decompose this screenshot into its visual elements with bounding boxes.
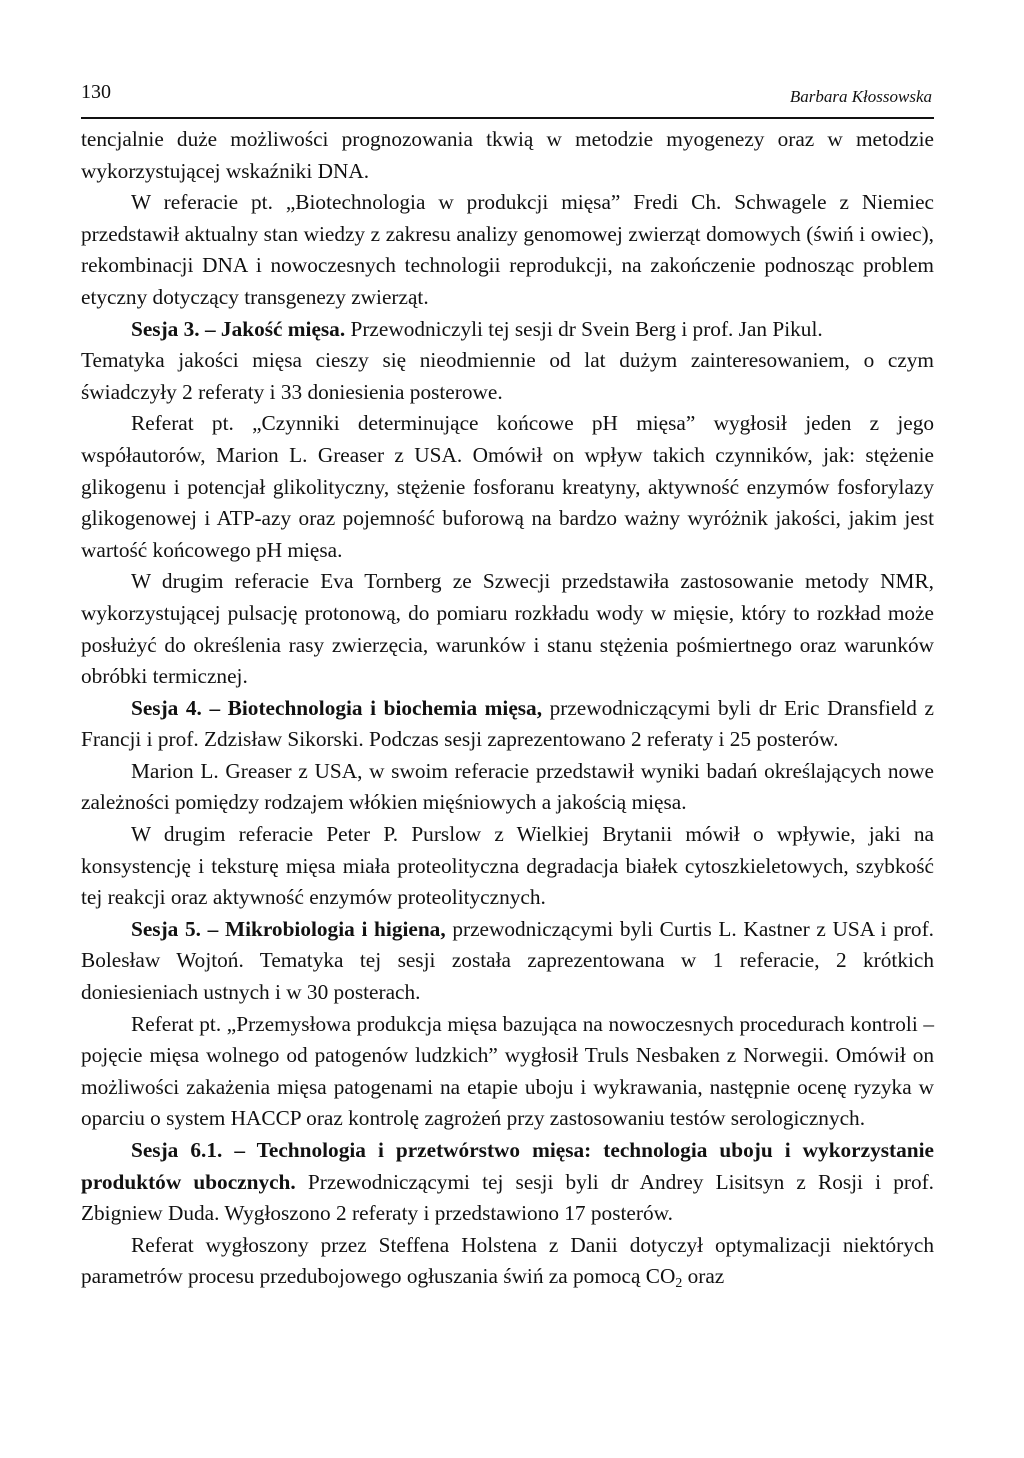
session-text: przewodniczącymi byli dr Eric Dransfield z Francji i prof. Zdzisław Sikorski. Podczas sesji zaprezentowano 2 referaty i 25 posterów. bbox=[81, 695, 934, 752]
running-head-author: Barbara Kłossowska bbox=[789, 87, 932, 106]
session-label: Sesja 3. bbox=[131, 316, 200, 341]
page-number: 130 bbox=[81, 81, 111, 103]
session-label: Sesja 4. bbox=[131, 695, 202, 720]
subscript: 2 bbox=[675, 1275, 683, 1291]
session-text: Przewodniczyli tej sesji dr Svein Berg i prof. Jan Pikul. bbox=[350, 316, 823, 341]
paragraph-text: W referacie pt. „Biotechnologia w produkcji mięsa” Fredi Ch. Schwagele z Niemiec przedstawił aktualny stan wiedzy z zakresu analizy genomowej zwierząt domowych (świń i owiec), rekombinacji DNA i nowoczesnych technologii reprodukcji, na zakończenie podnosząc problem etyczny dotyczący transgenezy zwierząt. bbox=[81, 190, 934, 309]
session-6-1-paragraph bbox=[81, 1135, 934, 1230]
session-text: przewodniczącymi byli Curtis L. Kastner z USA i prof. Bolesław Wojtoń. Tematyka tej sesji została zaprezentowana w 1 referacie, 2 krótkich doniesieniach ustnych i w 30 posterach. bbox=[81, 916, 934, 1005]
session-text: Przewodniczącymi tej sesji byli dr Andrey Lisitsyn z Rosji i prof. Zbigniew Duda. Wygłoszono 2 referaty i przedstawiono 17 posterów. bbox=[81, 1169, 935, 1226]
session-3-paragraph bbox=[81, 314, 934, 346]
session-title: – Jakość mięsa. bbox=[204, 316, 346, 341]
paragraph-text: Referat wygłoszony przez Steffena Holstena z Danii dotyczył optymalizacji niektórych parametrów procesu przedubojowego ogłuszania świń za pomocą CO bbox=[81, 1232, 934, 1289]
paragraph bbox=[81, 1230, 934, 1293]
paragraph: Marion L. Greaser z USA, w swoim referacie przedstawił wyniki badań określających nowe zależności pomiędzy rodzajem włókien mięśniowych a jakością mięsa. bbox=[81, 758, 934, 815]
session-4-paragraph bbox=[81, 693, 934, 756]
paragraph: W drugim referacie Peter P. Purslow z Wielkiej Brytanii mówił o wpływie, jaki na konsystencję i teksturę mięsa miała proteolityczna degradacja białek cytoszkieletowych, szybkość tej reakcji oraz aktywność enzymów proteolitycznych. bbox=[81, 822, 934, 910]
session-title: – Mikrobiologia i higiena, bbox=[207, 916, 446, 941]
paragraph: W drugim referacie Eva Tornberg ze Szwecji przedstawiła zastosowanie metody NMR, wykorzystującej pulsację protonową, do pomiaru rozkładu wody w mięsie, który to rozkład może posłużyć do określenia rasy zwierzęcia, warunków i stanu stężenia pośmiertnego oraz warunków obróbki termicznej. bbox=[81, 569, 934, 689]
session-label: Sesja 6.1. bbox=[131, 1138, 223, 1162]
paragraph bbox=[81, 187, 934, 313]
paragraph: Referat pt. „Czynniki determinujące końcowe pH mięsa” wygłosił jeden z jego współautorów, Marion L. Greaser z USA. Omówił on wpływ takich czynników, jak: stężenie glikogenu i potencjał glikolityczny, stężenie fosforanu kreatyny, aktywność enzymów fosforylazy glikogenowej i ATP-azy oraz pojemność buforową na bardzo ważny wyróżnik jakości, jakim jest wartość końcowego pH mięsa. bbox=[81, 411, 934, 562]
page-header bbox=[81, 81, 934, 119]
session-title: – Technologia i przetwórstwo mięsa: technologia uboju i wykorzystanie produktów ubocznych. bbox=[81, 1138, 934, 1194]
paragraph-text: oraz bbox=[687, 1264, 725, 1289]
paragraph: Tematyka jakości mięsa cieszy się nieodmiennie od lat dużym zainteresowaniem, o czym świadczyły 2 referaty i 33 doniesienia posterowe. bbox=[81, 348, 934, 404]
session-title: – Biotechnologia i biochemia mięsa, bbox=[209, 695, 543, 720]
session-5-paragraph bbox=[81, 914, 934, 1009]
body-text bbox=[81, 124, 934, 1293]
session-label: Sesja 5. bbox=[131, 916, 201, 941]
paragraph: tencjalnie duże możliwości prognozowania tkwią w metodzie myogenezy oraz w metodzie wykorzystującej wskaźniki DNA. bbox=[81, 127, 934, 183]
paragraph: Referat pt. „Przemysłowa produkcja mięsa bazująca na nowoczesnych procedurach kontroli – pojęcie mięsa wolnego od patogenów ludzkich” wygłosił Truls Nesbaken z Norwegii. Omówił on możliwości zakażenia mięsa patogenami na etapie uboju i wykrawania, następnie ocenę ryzyka w oparciu o system HACCP oraz kontrolę zagrożeń przy zastosowaniu testów serologicznych. bbox=[81, 1011, 934, 1131]
